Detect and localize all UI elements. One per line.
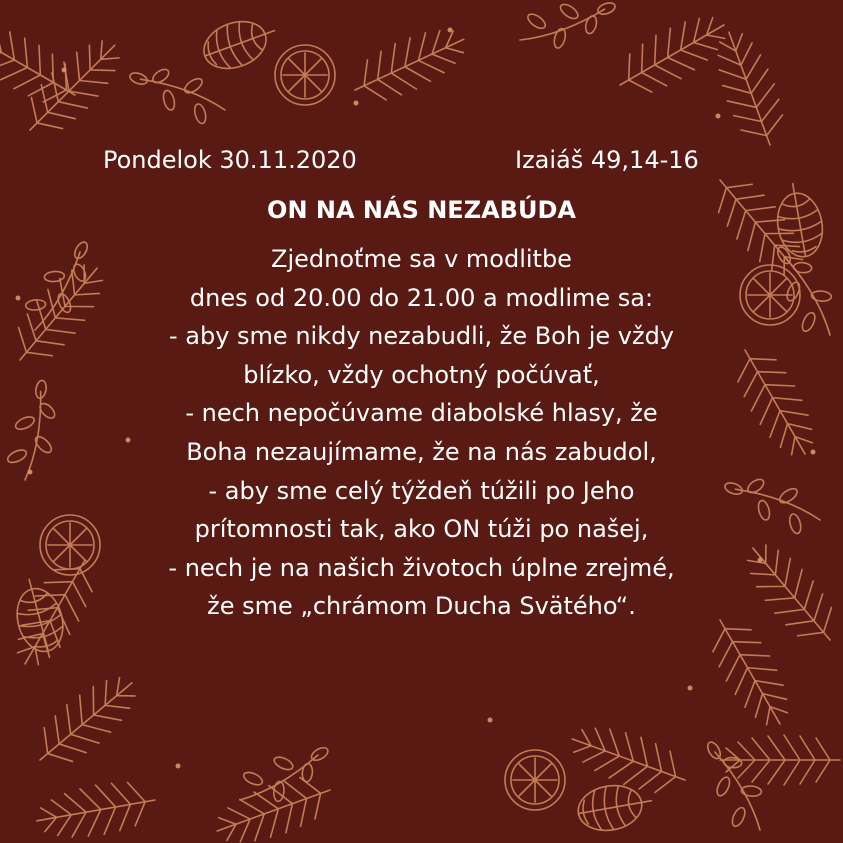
scripture-reference: Izaiáš 49,14-16 (515, 146, 699, 174)
header-row (0, 146, 843, 182)
heading: ON NA NÁS NEZABÚDA (267, 196, 576, 224)
prayer-line: Zjednoťme sa v modlitbe (271, 245, 572, 273)
prayer-line: Boha nezaujímame, že na nás zabudol, (186, 437, 657, 466)
prayer-line: blízko, vždy ochotný počúvať, (243, 360, 600, 389)
prayer-line: - aby sme celý týždeň túžili po Jeho (208, 476, 635, 505)
prayer-line: - nech je na našich životoch úplne zrejmé, (168, 553, 675, 582)
prayer-line: že sme „chrámom Ducha Svätého“. (207, 592, 636, 621)
prayer-line: - aby sme nikdy nezabudli, že Boh je vždy (168, 322, 675, 351)
prayer-body (60, 240, 783, 626)
prayer-line: - nech nepočúvame diabolské hlasy, že (185, 399, 658, 428)
date-label: Pondelok 30.11.2020 (103, 146, 357, 174)
prayer-line: prítomnosti tak, ako ON túži po našej, (194, 515, 649, 544)
prayer-line: dnes od 20.00 do 21.00 a modlime sa: (189, 283, 654, 312)
